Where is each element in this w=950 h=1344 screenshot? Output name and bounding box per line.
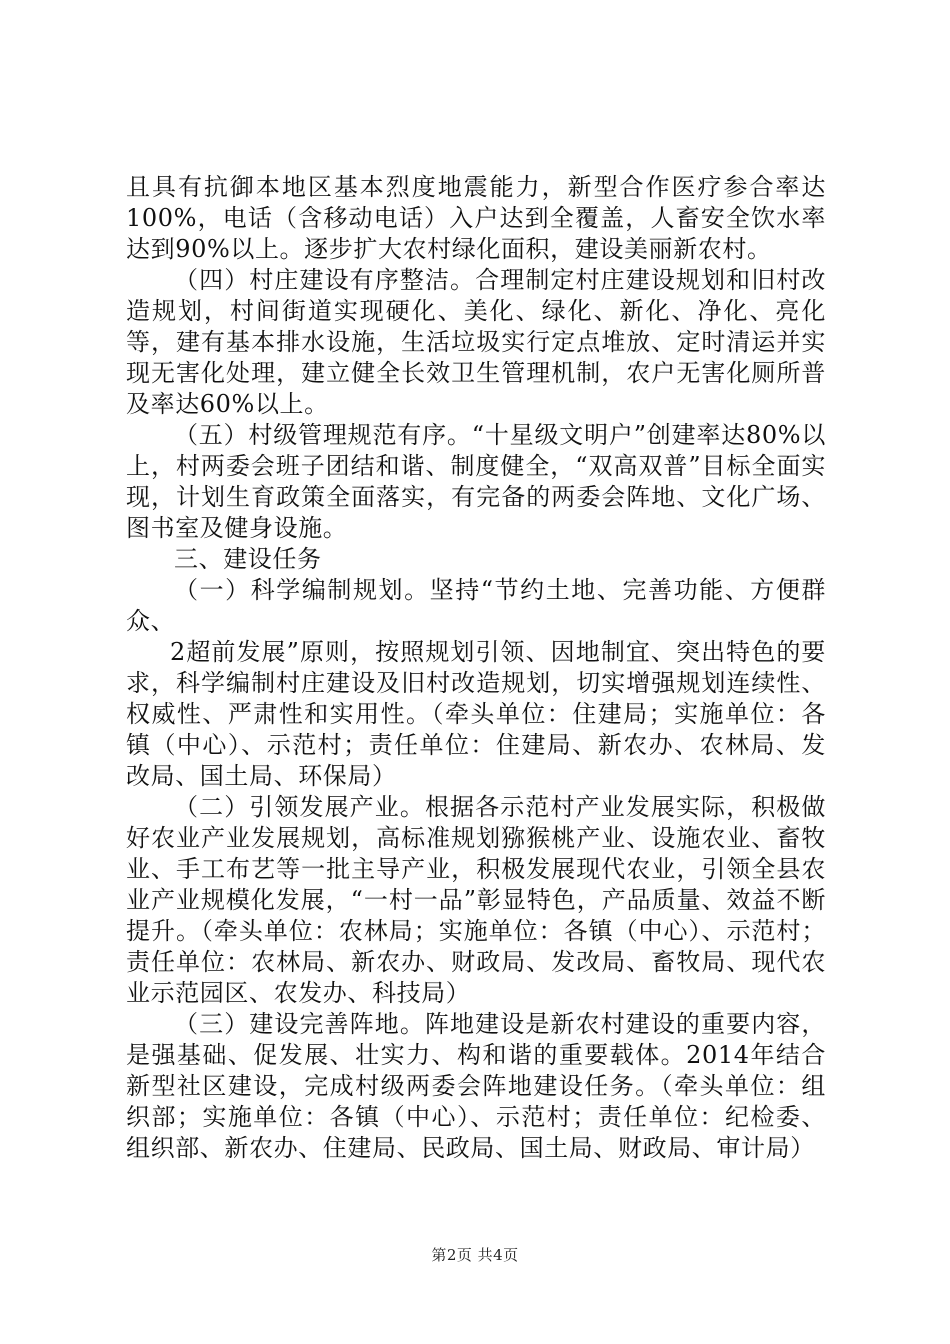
paragraph-task-three: （三）建设完善阵地。阵地建设是新农村建设的重要内容，是强基础、促发展、壮实力、构和谐的重要载体。2014年结合新型社区建设，完成村级两委会阵地建设任务。（牵头单位：组织部；实施单位：各镇（中心）、示范村；责任单位：纪检委、组织部、新农办、住建局、民政局、国土局、财政局、审计局） xyxy=(126,1010,826,1162)
heading-construction-tasks: 三、建设任务 xyxy=(174,545,322,573)
paragraph-task-two: （二）引领发展产业。根据各示范村产业发展实际，积极做好农业产业发展规划，高标准规划猕猴桃产业、设施农业、畜牧业、手工布艺等一批主导产业，积极发展现代农业，引领全县农业产业规模化发展，“一村一品”彰显特色，产品质量、效益不断提升。（牵头单位：农林局；实施单位：各镇（中心）、示范村；责任单位：农林局、新农办、财政局、发改局、畜牧局、现代农业示范园区、农发办、科技局） xyxy=(126,793,826,1007)
paragraph-section-five: （五）村级管理规范有序。“十星级文明户”创建率达80%以上，村两委会班子团结和谐、制度健全，“双高双普”目标全面实现，计划生育政策全面落实，有完备的两委会阵地、文化广场、图书室及健身设施。 xyxy=(126,421,826,542)
document-body xyxy=(126,172,826,1164)
paragraph-section-four: （四）村庄建设有序整洁。合理制定村庄建设规划和旧村改造规划，村间街道实现硬化、美化、绿化、新化、净化、亮化等，建有基本排水设施，生活垃圾实行定点堆放、定时清运并实现无害化处理，建立健全长效卫生管理机制，农户无害化厕所普及率达60%以上。 xyxy=(126,266,826,418)
paragraph-task-one-start: （一）科学编制规划。坚持“节约土地、完善功能、方便群众、 xyxy=(126,576,826,635)
paragraph-task-one-continued: 2超前发展”原则，按照规划引领、因地制宜、突出特色的要求，科学编制村庄建设及旧村改造规划，切实增强规划连续性、权威性、严肃性和实用性。（牵头单位：住建局；实施单位：各镇（中心）、示范村；责任单位：住建局、新农办、农林局、发改局、国土局、环保局） xyxy=(126,638,826,790)
page-footer: 第2页 共4页 xyxy=(431,1246,519,1264)
paragraph-continuation: 且具有抗御本地区基本烈度地震能力，新型合作医疗参合率达100%，电话（含移动电话）入户达到全覆盖，人畜安全饮水率达到90%以上。逐步扩大农村绿化面积，建设美丽新农村。 xyxy=(126,173,826,263)
